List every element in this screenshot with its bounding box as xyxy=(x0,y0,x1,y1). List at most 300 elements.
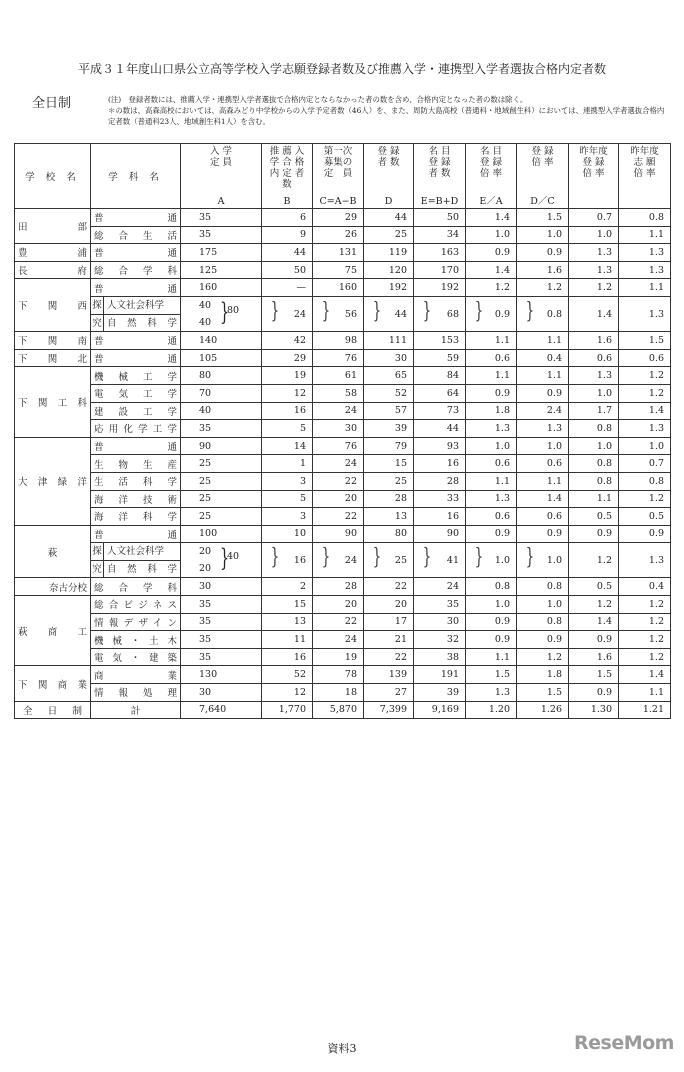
value-cell: 25 xyxy=(364,226,414,244)
total-value: 7,399 xyxy=(364,701,414,719)
table-row xyxy=(15,648,671,666)
value-cell: 1.1 xyxy=(517,332,569,350)
value-cell: 1.3 xyxy=(569,367,619,385)
value-cell: 44 xyxy=(364,209,414,227)
value-cell: 19 xyxy=(262,367,313,385)
value-cell: 3 xyxy=(262,508,313,526)
value-cell: 27 xyxy=(364,684,414,702)
dept-sub xyxy=(91,315,180,332)
table-row xyxy=(15,525,671,543)
section-label: 全日制 xyxy=(32,96,72,111)
total-label: 全日制 xyxy=(15,701,91,719)
value: 44 xyxy=(394,308,407,320)
value-cell: — xyxy=(262,279,313,297)
header-cell xyxy=(414,144,466,209)
value-cell: 35 xyxy=(181,226,262,244)
value-cell: 61 xyxy=(313,367,364,385)
value-cell: 76 xyxy=(313,349,364,367)
value-cell: 1.2 xyxy=(619,631,671,649)
value-cell: 1.1 xyxy=(466,332,517,350)
table-row xyxy=(15,508,671,526)
bracket-icon: } xyxy=(474,545,484,571)
table-row xyxy=(15,455,671,473)
dept-name: 応用化学工学 xyxy=(91,420,181,438)
value-cell: 1.1 xyxy=(517,472,569,490)
value-cell: 192 xyxy=(414,279,466,297)
header-label: 第一次 募集の 定 員 xyxy=(323,146,353,179)
value-cell: 22 xyxy=(313,472,364,490)
value-cell: 0.9 xyxy=(466,613,517,631)
bracket-icon: } xyxy=(372,298,382,324)
table-row xyxy=(15,420,671,438)
value-cell xyxy=(181,314,262,332)
value-cell: 0.6 xyxy=(569,349,619,367)
value-cell: 44 xyxy=(414,420,466,438)
value-cell: 1.2 xyxy=(619,367,671,385)
value-cell: 75 xyxy=(313,261,364,279)
school-name: 大津緑洋 xyxy=(15,437,91,525)
value-cell: 0.6 xyxy=(466,508,517,526)
total-value: 5,870 xyxy=(313,701,364,719)
value-cell: 1.5 xyxy=(619,332,671,350)
value-cell xyxy=(262,296,313,331)
value-cell: 16 xyxy=(262,402,313,420)
value-cell: 34 xyxy=(414,226,466,244)
total-value: 1,770 xyxy=(262,701,313,719)
page-number: 資料3 xyxy=(327,1042,357,1055)
value-cell: 100 xyxy=(181,525,262,543)
value-cell: 64 xyxy=(414,384,466,402)
value-cell: 0.9 xyxy=(517,244,569,262)
value-cell: 0.6 xyxy=(466,455,517,473)
school-name: 下関北 xyxy=(15,349,91,367)
header-cell xyxy=(262,144,313,209)
value-cell: 39 xyxy=(414,684,466,702)
value-cell: 0.9 xyxy=(466,244,517,262)
value-cell: 1.3 xyxy=(569,244,619,262)
value-cell: 15 xyxy=(364,455,414,473)
value-cell xyxy=(181,560,262,578)
bracket-icon: } xyxy=(220,544,230,573)
value-cell: 0.9 xyxy=(466,631,517,649)
value-cell: 50 xyxy=(414,209,466,227)
value-cell: 0.9 xyxy=(517,384,569,402)
value-cell: 1.4 xyxy=(569,613,619,631)
school-name: 下関西 xyxy=(15,279,91,332)
dept-name: 海洋技術 xyxy=(91,490,181,508)
dept-group-char: 究 xyxy=(91,315,104,332)
bracket-icon: } xyxy=(474,298,484,324)
value-cell: 52 xyxy=(364,384,414,402)
value-cell: 1.2 xyxy=(569,596,619,614)
value-cell: 80 xyxy=(181,367,262,385)
value-cell: 57 xyxy=(364,402,414,420)
value-cell: 2 xyxy=(262,578,313,596)
value-cell: 1.3 xyxy=(619,261,671,279)
value-cell: 29 xyxy=(262,349,313,367)
value: 0.8 xyxy=(546,308,562,320)
value-cell: 11 xyxy=(262,631,313,649)
value-cell: 1.1 xyxy=(466,367,517,385)
value-cell: 0.8 xyxy=(569,472,619,490)
value-cell: 1.5 xyxy=(517,209,569,227)
dept-name: 普通 xyxy=(91,437,181,455)
dept-sub xyxy=(91,543,180,560)
header-letter: D／C xyxy=(530,196,555,207)
table-row xyxy=(15,490,671,508)
dept-name: 普通 xyxy=(91,209,181,227)
value-cell: 163 xyxy=(414,244,466,262)
value-cell: 35 xyxy=(181,420,262,438)
value-cell: 1.5 xyxy=(466,666,517,684)
table-row xyxy=(15,402,671,420)
value-cell: 22 xyxy=(313,613,364,631)
header-label: 名 目 登 録 者 数 xyxy=(428,146,451,179)
value-cell: 1.3 xyxy=(466,684,517,702)
value-cell: 1.0 xyxy=(517,226,569,244)
value-cell: 25 xyxy=(364,472,414,490)
header-label: 学 校 名 xyxy=(25,171,80,183)
value-cell: 25 xyxy=(181,455,262,473)
value-cell: 0.7 xyxy=(569,209,619,227)
header-letter: E／A xyxy=(479,196,503,207)
header-cell xyxy=(15,144,91,209)
value-cell: 59 xyxy=(414,349,466,367)
value: 24 xyxy=(344,554,357,566)
header-letter: B xyxy=(283,196,291,207)
value-cell: 33 xyxy=(414,490,466,508)
value-cell: 24 xyxy=(414,578,466,596)
value-cell: 30 xyxy=(364,349,414,367)
notes xyxy=(108,94,668,127)
value-cell: 0.9 xyxy=(466,525,517,543)
value-cell: 25 xyxy=(181,490,262,508)
value-cell: 50 xyxy=(262,261,313,279)
value-cell: 30 xyxy=(181,684,262,702)
value-cell: 1.0 xyxy=(619,437,671,455)
value-cell: 1.1 xyxy=(619,279,671,297)
dept-name: 人文社会科学 xyxy=(107,299,165,311)
page-title: 平成３１年度山口県公立高等学校入学志願登録者数及び推薦入学・連携型入学者選抜合格内定者数 xyxy=(77,62,606,76)
value-cell: 29 xyxy=(313,209,364,227)
total-value: 1.26 xyxy=(517,701,569,719)
value-cell: 1.2 xyxy=(619,613,671,631)
table-row xyxy=(15,209,671,227)
dept-name: 総合学科 xyxy=(91,261,181,279)
value-cell: 1.1 xyxy=(619,226,671,244)
dept-name: 普通 xyxy=(91,332,181,350)
value-cell xyxy=(414,296,466,331)
value-cell: 1.4 xyxy=(619,666,671,684)
value-cell: 38 xyxy=(414,648,466,666)
header-cell xyxy=(569,144,619,209)
value-cell: 44 xyxy=(262,244,313,262)
value-cell: 119 xyxy=(364,244,414,262)
value-cell xyxy=(569,296,619,331)
value-cell: 1.0 xyxy=(517,596,569,614)
value-cell: 1.2 xyxy=(619,490,671,508)
value-cell xyxy=(466,543,517,578)
header-letter: D xyxy=(384,196,393,207)
value-cell: 35 xyxy=(181,596,262,614)
dept-name: 情報処理 xyxy=(91,684,181,702)
dept-name: 総合生活 xyxy=(91,226,181,244)
total-value: 7,640 xyxy=(181,701,262,719)
total-value: 1.30 xyxy=(569,701,619,719)
value-cell: 192 xyxy=(364,279,414,297)
value-cell: 0.9 xyxy=(517,525,569,543)
value-cell: 25 xyxy=(181,508,262,526)
header-label: 学 科 名 xyxy=(108,171,163,183)
dept-name: 情報デザイン xyxy=(91,613,181,631)
value-cell: 125 xyxy=(181,261,262,279)
dept-subcell xyxy=(91,296,181,314)
bracket-icon: } xyxy=(270,545,280,571)
dept-name: 自然科学 xyxy=(107,317,177,329)
value-cell: 170 xyxy=(414,261,466,279)
value-cell: 1.2 xyxy=(517,648,569,666)
value-cell: 1.6 xyxy=(517,261,569,279)
table-row xyxy=(15,349,671,367)
value-cell: 24 xyxy=(313,455,364,473)
value-cell: 20 xyxy=(364,596,414,614)
dept-group-char: 探 xyxy=(91,297,104,314)
value-cell: 52 xyxy=(262,666,313,684)
value-cell: 19 xyxy=(313,648,364,666)
value-cell: 84 xyxy=(414,367,466,385)
table-row xyxy=(15,261,671,279)
value: 1.0 xyxy=(546,554,562,566)
value-cell: 6 xyxy=(262,209,313,227)
value-cell: 1.1 xyxy=(466,648,517,666)
value-cell: 1.2 xyxy=(619,384,671,402)
value-cell: 1.2 xyxy=(619,648,671,666)
value-cell: 160 xyxy=(313,279,364,297)
value: 41 xyxy=(446,554,459,566)
header-letter: C=A−B xyxy=(319,196,357,207)
value-cell: 1.8 xyxy=(466,402,517,420)
value-cell: 28 xyxy=(313,578,364,596)
school-name: 下関商業 xyxy=(15,666,91,701)
value-cell: 79 xyxy=(364,437,414,455)
dept-sub xyxy=(91,297,180,314)
value-cell: 93 xyxy=(414,437,466,455)
value-cell: 30 xyxy=(313,420,364,438)
value-cell: 1.2 xyxy=(517,279,569,297)
table-row xyxy=(15,332,671,350)
value-cell: 1.7 xyxy=(569,402,619,420)
value-cell xyxy=(414,543,466,578)
value-cell: 0.8 xyxy=(517,578,569,596)
value-cell: 12 xyxy=(262,684,313,702)
value-cell: 20 xyxy=(313,490,364,508)
bracket-icon: } xyxy=(321,298,331,324)
value-cell: 0.5 xyxy=(569,508,619,526)
value-cell: 1.1 xyxy=(569,490,619,508)
value-cell: 78 xyxy=(313,666,364,684)
value-cell: 16 xyxy=(414,508,466,526)
table-row xyxy=(15,226,671,244)
value-a: 20 xyxy=(199,563,212,575)
value-cell xyxy=(313,543,364,578)
value-cell: 5 xyxy=(262,490,313,508)
value-cell xyxy=(181,543,262,573)
value-cell: 1.0 xyxy=(569,437,619,455)
value: 0.9 xyxy=(494,308,510,320)
value-cell: 0.8 xyxy=(466,578,517,596)
table-row xyxy=(15,437,671,455)
value-cell: 1.5 xyxy=(517,684,569,702)
value-cell: 25 xyxy=(181,472,262,490)
value-cell: 0.6 xyxy=(619,349,671,367)
header-cell xyxy=(517,144,569,209)
value-cell: 0.9 xyxy=(517,631,569,649)
header-cell xyxy=(466,144,517,209)
header-label: 昨年度 登 録 倍 率 xyxy=(579,146,608,179)
value-cell: 1.3 xyxy=(466,420,517,438)
value-cell xyxy=(364,543,414,578)
value-cell: 0.8 xyxy=(517,613,569,631)
total-dept: 計 xyxy=(91,701,181,719)
table-row xyxy=(15,684,671,702)
resemom-logo: ReseMom xyxy=(574,1032,674,1054)
table-row xyxy=(15,244,671,262)
header-label: 登 録 者 数 xyxy=(377,146,400,168)
value-cell: 20 xyxy=(313,596,364,614)
value-cell: 1.2 xyxy=(466,279,517,297)
bracket-icon: } xyxy=(372,545,382,571)
value-cell: 140 xyxy=(181,332,262,350)
dept-name: 建設工学 xyxy=(91,402,181,420)
value-cell: 12 xyxy=(262,384,313,402)
value-cell: 58 xyxy=(313,384,364,402)
value-cell: 0.8 xyxy=(569,455,619,473)
value-cell: 0.6 xyxy=(466,349,517,367)
bracket-icon: } xyxy=(422,545,432,571)
value: 1.3 xyxy=(648,308,664,320)
value-cell: 17 xyxy=(364,613,414,631)
value-cell: 76 xyxy=(313,437,364,455)
value-cell: 1.4 xyxy=(517,490,569,508)
school-name: 下関南 xyxy=(15,332,91,350)
total-row xyxy=(15,701,671,719)
value-cell xyxy=(262,543,313,578)
value: 1.3 xyxy=(648,554,664,566)
value-cell: 90 xyxy=(181,437,262,455)
table-row xyxy=(15,578,671,596)
value-cell: 73 xyxy=(414,402,466,420)
value: 16 xyxy=(293,554,306,566)
bracket-icon: } xyxy=(321,545,331,571)
dept-name: 海洋科学 xyxy=(91,508,181,526)
dept-name: 普通 xyxy=(91,349,181,367)
value-cell: 0.9 xyxy=(466,384,517,402)
dept-group-char: 探 xyxy=(91,543,104,560)
value-cell: 0.8 xyxy=(569,420,619,438)
value-cell: 0.9 xyxy=(569,631,619,649)
value-cell: 35 xyxy=(181,209,262,227)
value-cell: 28 xyxy=(364,490,414,508)
value-cell: 1.4 xyxy=(466,261,517,279)
dept-name: 総合学科 xyxy=(91,578,181,596)
bracket-icon: } xyxy=(525,298,535,324)
value-cell: 0.7 xyxy=(619,455,671,473)
header-cell xyxy=(91,144,181,209)
value-cell: 1.3 xyxy=(569,261,619,279)
value-cell: 26 xyxy=(313,226,364,244)
dept-subcell xyxy=(91,314,181,332)
value: 1.4 xyxy=(596,308,612,320)
header-letter: E=B+D xyxy=(420,196,459,207)
table-row xyxy=(15,631,671,649)
table-row xyxy=(15,666,671,684)
dept-subcell xyxy=(91,543,181,561)
value-a: 20 xyxy=(199,546,212,558)
value-cell: 0.9 xyxy=(619,525,671,543)
value-cell: 1.0 xyxy=(517,437,569,455)
table-row xyxy=(15,384,671,402)
table-row xyxy=(15,472,671,490)
value-cell: 0.5 xyxy=(619,508,671,526)
value: 1.0 xyxy=(494,554,510,566)
value-cell: 2.4 xyxy=(517,402,569,420)
value-cell: 30 xyxy=(414,613,466,631)
dept-name: 商業 xyxy=(91,666,181,684)
value-cell: 39 xyxy=(364,420,414,438)
value-cell xyxy=(181,296,262,326)
value-cell: 1 xyxy=(262,455,313,473)
value-cell: 0.5 xyxy=(569,578,619,596)
value-cell: 30 xyxy=(181,578,262,596)
value-cell xyxy=(517,543,569,578)
value-cell: 0.4 xyxy=(619,578,671,596)
table-row xyxy=(15,296,671,314)
value-cell xyxy=(313,296,364,331)
value-cell: 120 xyxy=(364,261,414,279)
value-cell: 1.0 xyxy=(466,596,517,614)
dept-name: 総合ビジネス xyxy=(91,596,181,614)
value-cell: 22 xyxy=(364,578,414,596)
value-cell: 42 xyxy=(262,332,313,350)
bracket-icon: } xyxy=(422,298,432,324)
value-cell: 1.1 xyxy=(619,684,671,702)
dept-name: 生物生産 xyxy=(91,455,181,473)
value-cell: 35 xyxy=(414,596,466,614)
value-cell: 1.0 xyxy=(466,437,517,455)
dept-name: 自然科学 xyxy=(107,563,177,575)
header-cell xyxy=(364,144,414,209)
dept-name: 普通 xyxy=(91,525,181,543)
value-cell: 1.4 xyxy=(619,402,671,420)
table-row xyxy=(15,613,671,631)
value-cell: 175 xyxy=(181,244,262,262)
header-cell xyxy=(181,144,262,209)
dept-name: 機械・土木 xyxy=(91,631,181,649)
value-cell: 16 xyxy=(262,648,313,666)
value-cell: 65 xyxy=(364,367,414,385)
value-cell: 21 xyxy=(364,631,414,649)
value-cell: 24 xyxy=(313,631,364,649)
value-cell: 98 xyxy=(313,332,364,350)
value-cell: 111 xyxy=(364,332,414,350)
school-name: 奈古分校 xyxy=(15,578,91,596)
header-row xyxy=(15,144,671,209)
table-row xyxy=(15,596,671,614)
value-cell: 15 xyxy=(262,596,313,614)
value-cell: 90 xyxy=(313,525,364,543)
value-cell: 105 xyxy=(181,349,262,367)
value-cell: 13 xyxy=(364,508,414,526)
